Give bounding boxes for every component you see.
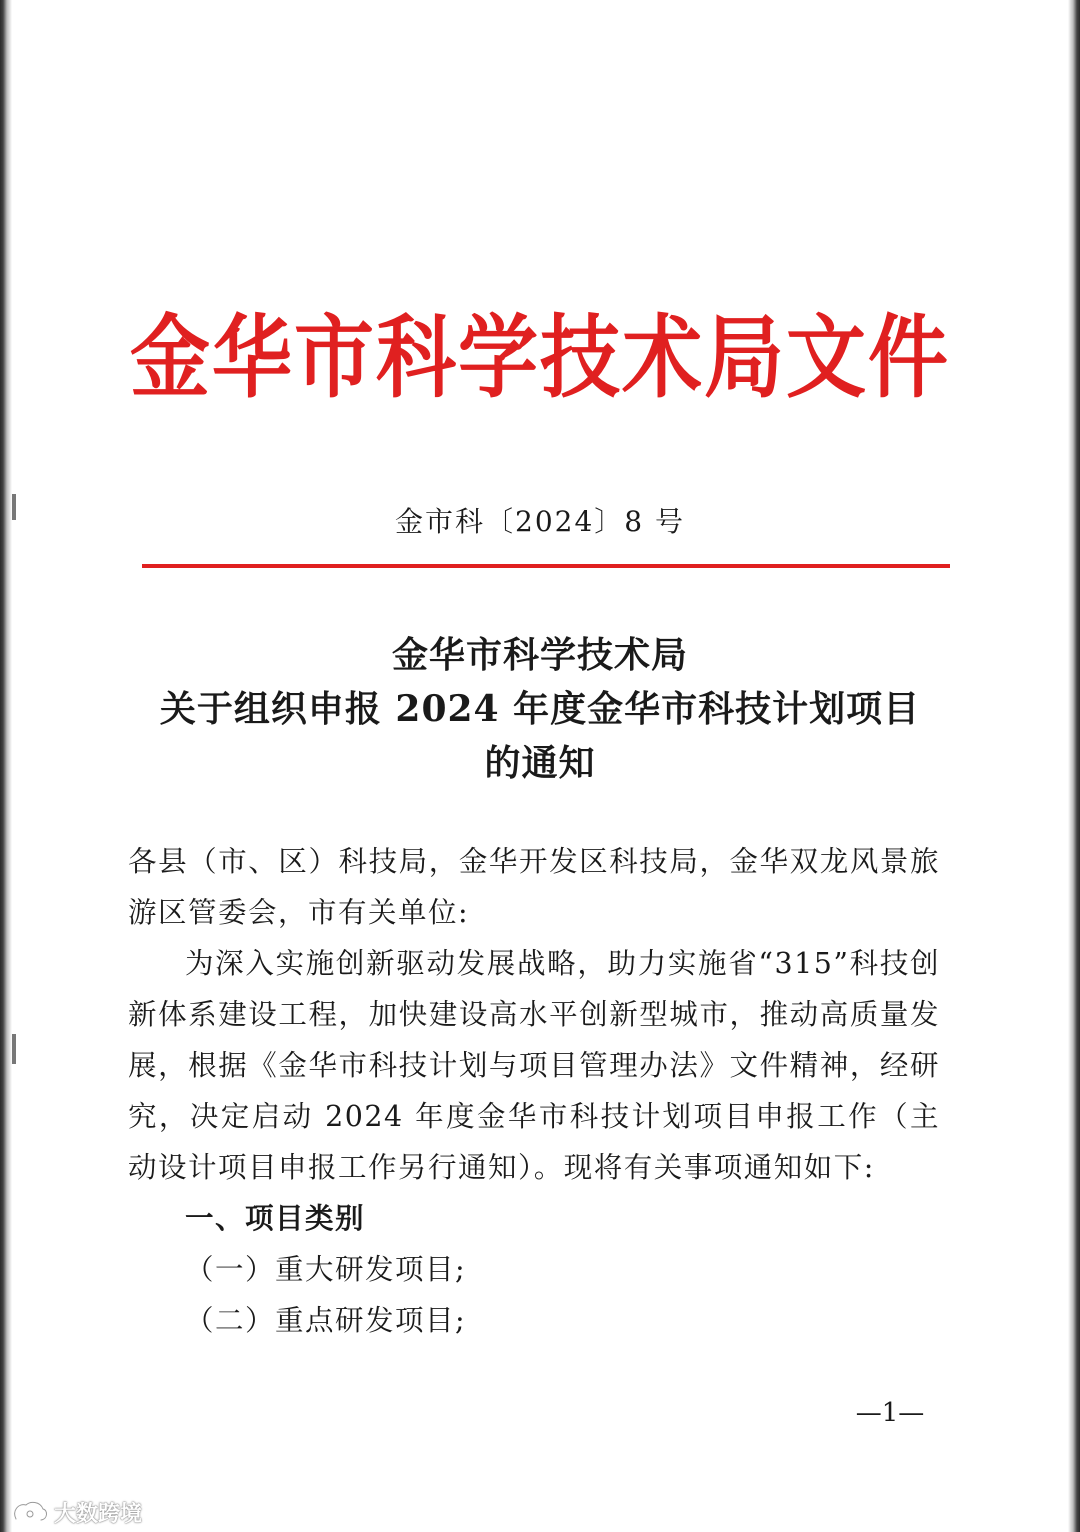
watermark-logo-icon [10,1497,50,1527]
watermark-text: 大数跨境 [54,1501,143,1527]
notice-title-line-3: 的通知 [484,742,596,784]
body-paragraph: 为深入实施创新驱动发展战略，助力实施省“315”科技创新体系建设工程，加快建设高水平创新型城市，推动高质量发展，根据《金华市科技计划与项目管理办法》文件精神，经研究，决定启动 2024 年度金华市科技计划项目申报工作（主动设计项目申报工作另行通知）。现将有关事项通知如下: [128,947,940,1184]
notice-title [90,628,990,790]
issuer-header-title: 金华市科学技术局文件 [130,304,950,410]
scan-mark [12,1034,16,1064]
watermark [10,1496,142,1528]
scan-edge-left [0,0,12,1532]
red-separator-line [142,564,950,568]
page-number: —1— [855,1398,925,1428]
notice-body [128,836,940,1346]
notice-title-line-2: 关于组织申报 2024 年度金华市科技计划项目 [159,688,921,730]
scan-edge-right [1068,0,1080,1532]
document-number: 金市科〔2024〕8 号 [395,505,685,538]
section-heading: 一、项目类别 [185,1202,366,1235]
notice-title-line-1: 金华市科学技术局 [391,634,688,676]
list-item: （二）重点研发项目; [185,1304,467,1337]
list-item: （一）重大研发项目; [185,1253,467,1286]
addressee-paragraph: 各县（市、区）科技局，金华开发区科技局，金华双龙风景旅游区管委会，市有关单位: [128,845,940,929]
